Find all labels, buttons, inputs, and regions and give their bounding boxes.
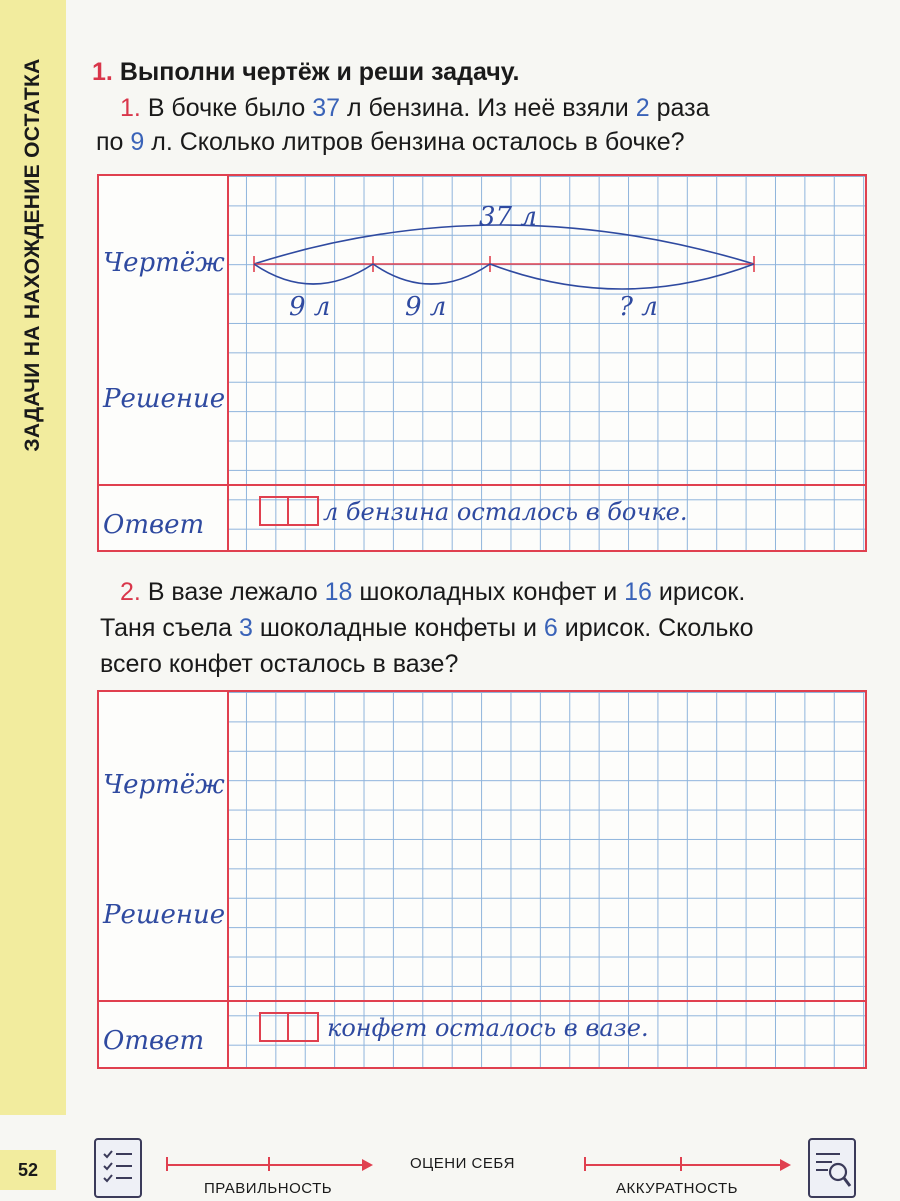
task-1-text-part: л бензина. Из неё взяли [340,94,636,122]
page-number: 52 [0,1150,56,1190]
answer-divider [99,1000,865,1002]
task-1-text-part: раза [649,94,710,122]
solution-label: Решение [103,900,226,930]
correctness-scale[interactable] [166,1164,364,1166]
sidebar [0,0,66,1115]
task-1-text-part: В бочке было [147,94,313,122]
exercise-instruction: Выполни чертёж и реши задачу. [119,58,520,86]
task-2-text-part: шоколадные конфеты и [252,614,544,642]
answer-label: Ответ [103,510,205,540]
task-2-value: 18 [324,578,353,606]
task-2-number: 2. [120,578,141,606]
answer-divider [99,484,865,486]
task-2-text-part: В вазе лежало [147,578,325,606]
self-check-label: ОЦЕНИ СЕБЯ [410,1155,515,1172]
task-2-text-part: всего конфет осталось в вазе? [100,650,459,678]
magnifier-icon [808,1138,856,1198]
segment-3-value: ? л [619,292,658,322]
scale-arrowhead [362,1159,373,1171]
segment-2-value: 9 л [405,292,447,322]
task-1-value: 9 [130,128,145,156]
total-value: 37 л [479,202,537,232]
task-2-text-line3 [100,648,880,681]
checklist-icon [96,1140,140,1196]
checklist-icon [94,1138,142,1198]
scale-tick [268,1157,270,1171]
answer-cells[interactable] [259,1012,319,1042]
answer-label: Ответ [103,1026,205,1056]
drawing-label: Чертёж [103,770,225,800]
task-1-label-column [99,176,229,550]
task-2-text [120,576,880,609]
task-2-value: 6 [543,614,558,642]
answer-text: л бензина осталось в бочке. [323,498,688,526]
task-1-text-line2 [96,126,876,159]
task-1-grid [97,174,867,552]
section-title: ЗАДАЧИ НА НАХОЖДЕНИЕ ОСТАТКА [21,58,44,452]
answer-text: конфет осталось в вазе. [327,1014,649,1042]
task-2-grid [97,690,867,1069]
segment-arc-3 [490,264,754,289]
exercise-number: 1. [92,58,113,86]
task-1-text-part: по [96,128,131,156]
solution-label: Решение [103,384,226,414]
scale-tick [166,1157,168,1171]
neatness-scale[interactable] [584,1164,782,1166]
task-2-text-part: шоколадных конфет и [352,578,625,606]
scale-tick [680,1157,682,1171]
drawing-label: Чертёж [103,248,225,278]
task-2-text-part: ирисок. [651,578,746,606]
scale-arrowhead [780,1159,791,1171]
exercise-heading [92,58,519,87]
neatness-label: АККУРАТНОСТЬ [616,1180,739,1197]
task-1-text-part: л. Сколько литров бензина осталось в бочке? [144,128,685,156]
task-2-value: 16 [624,578,652,606]
magnifier-icon [810,1140,854,1196]
task-1-value: 37 [312,94,341,122]
task-1-number: 1. [120,94,141,122]
task-1-value: 2 [635,94,650,122]
task-2-text-part: Таня съела [100,614,239,642]
correctness-label: ПРАВИЛЬНОСТЬ [204,1180,333,1197]
segment-1-value: 9 л [289,292,331,322]
task-2-value: 3 [238,614,253,642]
task-1-text [120,92,870,125]
segment-arc-2 [373,264,490,284]
task-2-text-part: ирисок. Сколько [557,614,754,642]
answer-cells[interactable] [259,496,319,526]
task-2-label-column [99,692,229,1067]
scale-tick [584,1157,586,1171]
task-2-text-line2 [100,612,880,645]
segment-arc-1 [254,264,373,284]
